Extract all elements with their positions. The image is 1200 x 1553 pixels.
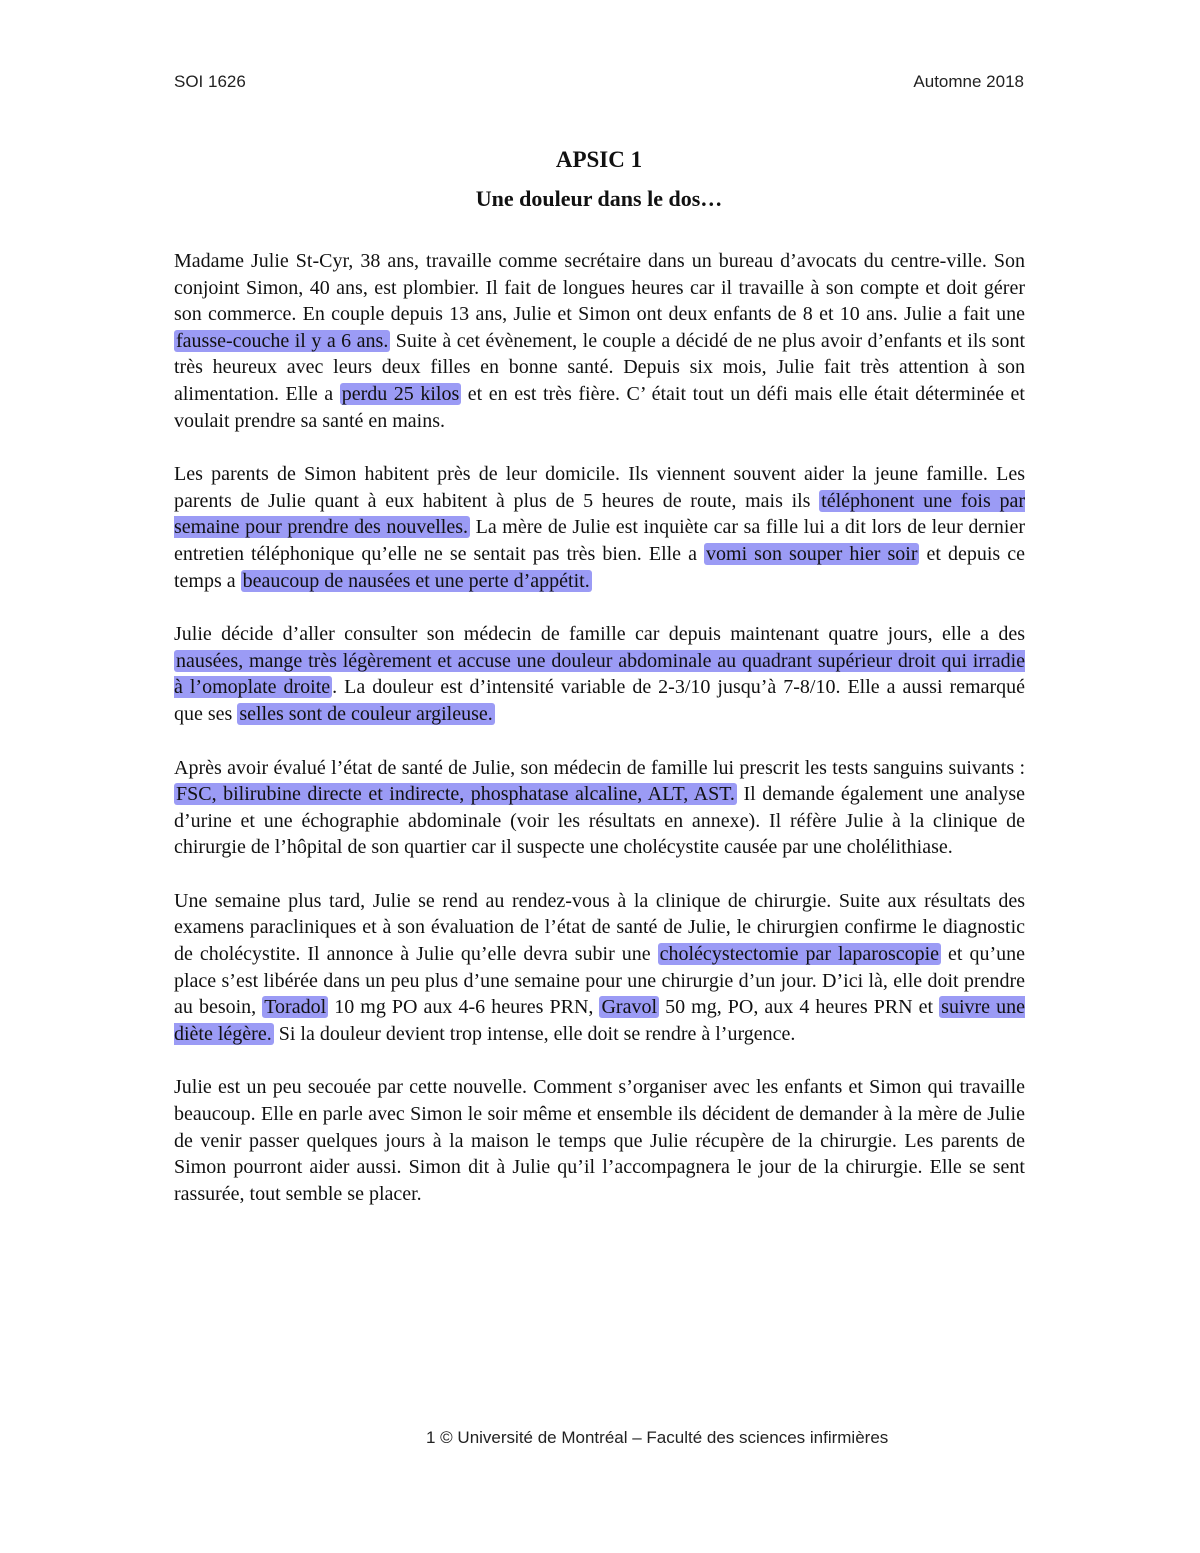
page-header [174,72,1024,92]
text-run: Il demande également une analyse d’urine et une échographie abdominale (voir les résultats en annexe). Il réfère Julie à la clinique de chirurgie de l’hôpital de son quartier car il suspecte une cholécystite causée par une cholélithiase. [174,783,1025,859]
highlighted-text: nausées, mange très légèrement et accuse une douleur abdominale au quadrant supérieur droit qui irradie à l’omoplate droite [174,649,1025,699]
text-run: . La douleur est d’intensité variable de 2-3/10 jusqu’à 7-8/10. Elle a aussi remarqué que ses [174,676,1026,725]
highlighted-text: selles sont de couleur argileuse. [239,702,493,725]
term-label: Automne 2018 [913,72,1024,91]
page-footer: 1 © Université de Montréal – Faculté des sciences infirmières [426,1428,889,1447]
text-run: Julie est un peu secouée par cette nouvelle. Comment s’organiser avec les enfants et Simon qui travaille beaucoup. Elle en parle avec Simon le soir même et ensemble ils décident de demander à la mère de Julie de venir passer quelques jours à la maison le temps que Julie récupère de la chirurgie. Les parents de Simon pourront aider aussi. Simon dit à Julie qu’il l’accompagnera le jour de la chirurgie. Elle se sent rassurée, tout semble se placer. [174,1076,1025,1205]
text-run: Madame Julie St-Cyr, 38 ans, travaille comme secrétaire dans un bureau d’avocats du centre-ville. Son conjoint Simon, 40 ans, est plombier. Il fait de longues heures car il travaille à son compte et doit gérer son commerce. En couple depuis 13 ans, Julie et Simon ont deux enfants de 8 et 10 ans. Julie a fait une [174,250,1025,326]
text-run: Si la douleur devient trop intense, elle doit se rendre à l’urgence. [273,1022,796,1045]
text-run: 10 mg PO aux 4-6 heures PRN, [328,996,600,1019]
paragraph [174,1074,1025,1207]
highlighted-text: vomi son souper hier soir [706,542,918,565]
text-run: et en est très fière. C’ était tout un défi mais elle était déterminée et voulait prendre sa santé en mains. [174,382,1025,432]
text-run: et qu’une place s’est libérée dans un peu plus d’une semaine pour une chirurgie d’un jour. D’ici là, elle doit prendre au besoin, [174,943,1025,1019]
paragraph [174,755,1025,861]
text-run: Julie décide d’aller consulter son médecin de famille car depuis maintenant quatre jours, elle a des [174,623,1025,646]
course-code: SOI 1626 [174,72,246,91]
highlighted-text: téléphonent une fois par semaine pour prendre des nouvelles. [174,489,1025,539]
highlighted-text: fausse-couche il y a 6 ans. [176,329,389,352]
text-run: Après avoir évalué l’état de santé de Julie, son médecin de famille lui prescrit les tests sanguins suivants : [174,756,1025,779]
paragraph [174,461,1025,594]
highlighted-text: perdu 25 kilos [341,382,460,405]
text-run: et depuis ce temps a [174,542,1026,592]
paragraph [174,888,1025,1048]
paragraph [174,248,1025,434]
text-run: 50 mg, PO, aux 4 heures PRN et [659,996,940,1019]
paragraph [174,621,1025,727]
text-run: Les parents de Simon habitent près de leur domicile. Ils viennent souvent aider la jeune famille. Les parents de Julie quant à eux habitent à plus de 5 heures de route, mais ils [174,463,1025,512]
text-run: Suite à cet évènement, le couple a décidé de ne plus avoir d’enfants et ils sont très heureux avec leurs deux filles en bonne santé. Depuis six mois, Julie fait très attention à son alimentation. Elle a [174,329,1025,405]
highlighted-text: Toradol [264,996,327,1019]
text-run: Une semaine plus tard, Julie se rend au rendez-vous à la clinique de chirurgie. Suite aux résultats des examens paracliniques et à son évaluation de l’état de santé de Julie, le chirurgien confirme le diagnostic de cholécystite. Il annonce à Julie qu’elle devra subir une [174,889,1025,966]
highlighted-text: suivre une diète légère. [174,996,1025,1045]
case-study-body [174,248,1025,1234]
document-subtitle: Une douleur dans le dos… [475,186,723,211]
highlighted-text: beaucoup de nausées et une perte d’appétit. [242,569,590,592]
text-run: La mère de Julie est inquiète car sa fille lui a dit lors de leur dernier entretien téléphonique qu’elle ne se sentait pas très bien. Elle a [174,516,1026,565]
highlighted-text: Gravol [601,996,658,1019]
highlighted-text: cholécystectomie par laparoscopie [659,943,940,966]
document-title: APSIC 1 [555,147,643,172]
highlighted-text: FSC, bilirubine directe et indirecte, phosphatase alcaline, ALT, AST. [176,783,735,806]
